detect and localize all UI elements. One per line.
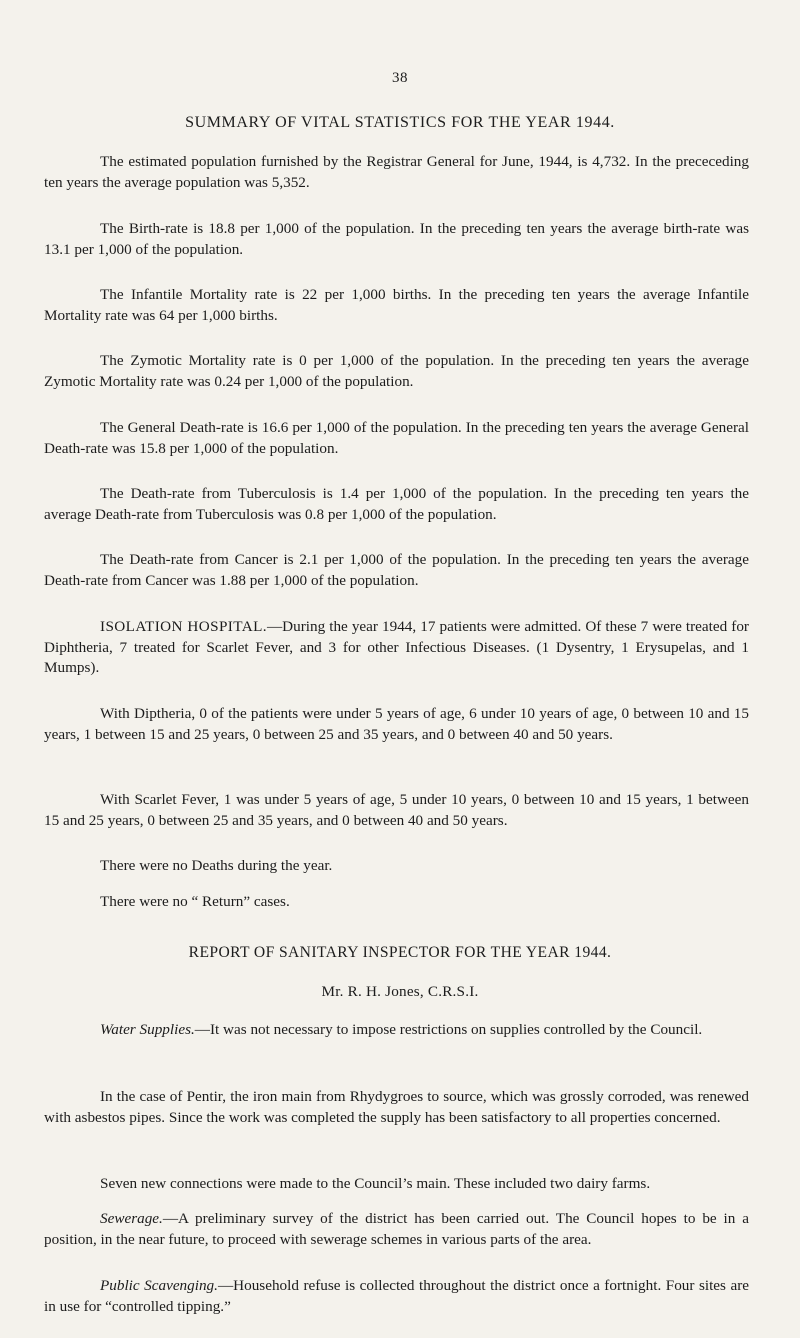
diphtheria-ages-paragraph: With Diptheria, 0 of the patients were under 5 years of age, 6 under 10 years of age, 0 between 10 and 15 years, 1 between 15 and 25 years, 0 between 25 and 35 years, and 0 between 40 and 50 years. <box>44 705 749 743</box>
isolation-hospital-heading: ISOLATION HOSPITAL. <box>100 618 267 635</box>
no-return-cases-line: There were no “ Return” cases. <box>100 893 290 910</box>
vital-statistics-paragraph-3: The Infantile Mortality rate is 22 per 1,000 births. In the preceding ten years the average Infantile Mortality rate was 64 per 1,000 births. <box>44 286 749 324</box>
sewerage-text: —A preliminary survey of the district has been carried out. The Council hopes to be in a position, in the near future, to proceed with sewerage schemes in various parts of the area. <box>44 1210 749 1248</box>
isolation-hospital-text: —During the year 1944, 17 patients were admitted. Of these 7 were treated for Diphtheria, 7 treated for Scarlet Fever, and 3 for other Infectious Diseases. (1 Dysentry, 1 Erysupelas, and 1 Mumps). <box>44 618 749 676</box>
vital-statistics-paragraph-6: The Death-rate from Tuberculosis is 1.4 per 1,000 of the population. In the preceding ten years the average Death-rate from Tuberculosis was 0.8 per 1,000 of the population. <box>44 485 749 523</box>
public-scavenging-heading: Public Scavenging. <box>100 1277 218 1294</box>
vital-statistics-paragraph-4: The Zymotic Mortality rate is 0 per 1,000 of the population. In the preceding ten years the average Zymotic Mortality rate was 0.24 per 1,000 of the population. <box>44 352 749 390</box>
inspector-name: Mr. R. H. Jones, C.R.S.I. <box>321 983 479 1000</box>
vital-statistics-paragraph-2: The Birth-rate is 18.8 per 1,000 of the population. In the preceding ten years the average birth-rate was 13.1 per 1,000 of the population. <box>44 220 749 258</box>
vital-statistics-paragraph-1: The estimated population furnished by the Registrar General for June, 1944, is 4,732. In the prececeding ten years the average population was 5,352. <box>44 153 749 191</box>
public-scavenging-paragraph <box>44 1276 749 1317</box>
sanitary-report-title: REPORT OF SANITARY INSPECTOR FOR THE YEAR 1944. <box>188 944 612 961</box>
water-supplies-text: —It was not necessary to impose restrictions on supplies controlled by the Council. <box>194 1021 703 1038</box>
new-connections-paragraph: Seven new connections were made to the Council’s main. These included two dairy farms. <box>100 1175 651 1192</box>
sewerage-heading: Sewerage. <box>100 1210 163 1227</box>
isolation-hospital-paragraph <box>44 617 749 679</box>
vital-statistics-title: SUMMARY OF VITAL STATISTICS FOR THE YEAR 1944. <box>185 114 615 131</box>
no-deaths-line: There were no Deaths during the year. <box>100 857 333 874</box>
sewerage-paragraph <box>44 1209 749 1250</box>
vital-statistics-paragraph-7: The Death-rate from Cancer is 2.1 per 1,000 of the population. In the preceding ten years the average Death-rate from Cancer was 1.88 per 1,000 of the population. <box>44 551 749 589</box>
pentir-main-paragraph: In the case of Pentir, the iron main from Rhydygroes to source, which was grossly corroded, was renewed with asbestos pipes. Since the work was completed the supply has been satisfactory to all properties concerned. <box>44 1088 749 1126</box>
vital-statistics-paragraph-5: The General Death-rate is 16.6 per 1,000 of the population. In the preceding ten years the average General Death-rate was 15.8 per 1,000 of the population. <box>44 419 749 457</box>
scarlet-fever-ages-paragraph: With Scarlet Fever, 1 was under 5 years of age, 5 under 10 years, 0 between 10 and 15 years, 1 between 15 and 25 years, 0 between 25 and 35 years, and 0 between 40 and 50 years. <box>44 791 749 829</box>
page-number: 38 <box>392 70 408 86</box>
water-supplies-paragraph <box>44 1020 749 1041</box>
water-supplies-heading: Water Supplies. <box>100 1021 195 1038</box>
public-scavenging-text: —Household refuse is collected throughout the district once a fortnight. Four sites are in use for “controlled tipping.” <box>44 1277 749 1315</box>
